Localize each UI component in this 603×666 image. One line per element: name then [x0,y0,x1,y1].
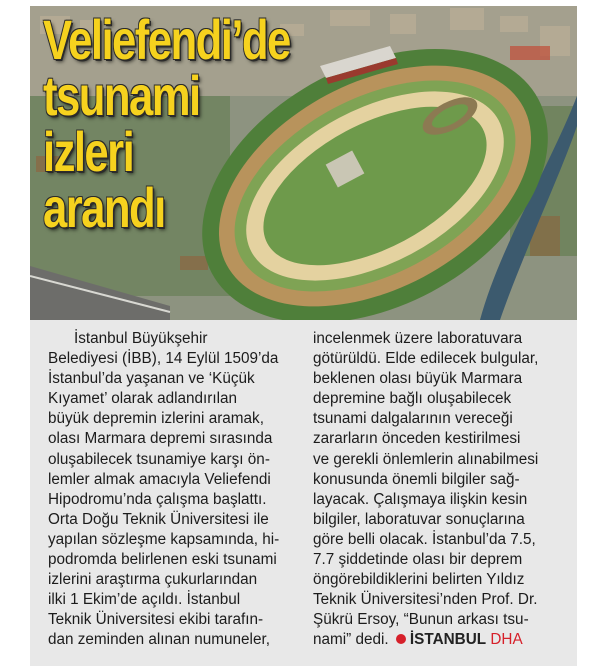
headline-line-1: Veliefendi’de [43,8,290,71]
article-line: götürüldü. Elde edilecek bulgular, [313,350,539,368]
news-agency: DHA [490,631,523,649]
bullet-dot-icon [396,634,406,644]
article-line: ve gerekli önlemlerin alınabilmesi [313,450,539,468]
headline-line-3: izleri [43,120,134,183]
article-line: İstanbul Büyükşehir [74,330,208,347]
article-line: beklenen olası büyük Marmara [313,370,523,388]
article-line: Teknik Üniversitesi ekibi tarafın- [48,611,264,629]
headline-line-4: arandı [43,176,165,239]
article-line: Şükrü Ersoy, “Bunun arkası tsu- [313,611,529,629]
article-line: incelenmek üzere laboratuvara [313,330,523,347]
article-column-right [313,329,563,651]
article-line: göre belli olacak. İstanbul’da 7.5, [313,530,536,548]
article-line: Teknik Üniversitesi’nden Prof. Dr. [313,591,538,609]
article-line: oluşabilecek tsunamiye karşı ön- [48,450,270,468]
article-line: nami” dedi. [313,631,389,649]
article-line: Belediyesi (İBB), 14 Eylül 1509’da [48,350,279,368]
article-line: konusunda önemli bilgiler sağ- [313,470,520,488]
article-line: Orta Doğu Teknik Üniversitesi ile [48,510,269,528]
article-line: büyük depremin izlerini aramak, [48,410,264,428]
headline [43,8,290,239]
article-line: 7.7 şiddetinde olası bir deprem [313,551,523,569]
article-last-line [313,630,563,650]
article-line: tsunami dalgalarının vereceği [313,410,513,428]
article-line: zararların önceden kestirilmesi [313,430,521,448]
article-line: olası Marmara depremi sırasında [48,430,273,448]
article-line: dan zeminden alınan numuneler, [48,631,270,649]
headline-line-2: tsunami [43,64,200,127]
article-line: izlerini araştırma çukurlarından [48,571,258,589]
article-line: ilki 1 Ekim’de açıldı. İstanbul [48,591,241,609]
article-body [30,320,577,666]
article-line: Kıyamet’ olarak adlandırılan [48,390,238,408]
dateline-location: İSTANBUL [409,631,487,649]
article-column-left [48,329,303,651]
article-line: lemler almak amacıyla Veliefendi [48,470,271,488]
article-line: öngörebildiklerini belirten Yıldız [313,571,525,589]
article-line: yapılan sözleşme kapsamında, hi- [48,530,280,548]
article-line: depremine bağlı oluşabilecek [313,390,512,408]
article-line: İstanbul’da yaşanan ve ‘Küçük [48,370,255,388]
article-line: podromda belirlenen eski tsunami [48,551,277,569]
article-line: bilgiler, laboratuvar sonuçlarına [313,510,525,528]
article-line: Hipodromu’nda çalışma başlattı. [48,490,267,508]
article-line: layacak. Çalışmaya ilişkin kesin [313,490,528,508]
